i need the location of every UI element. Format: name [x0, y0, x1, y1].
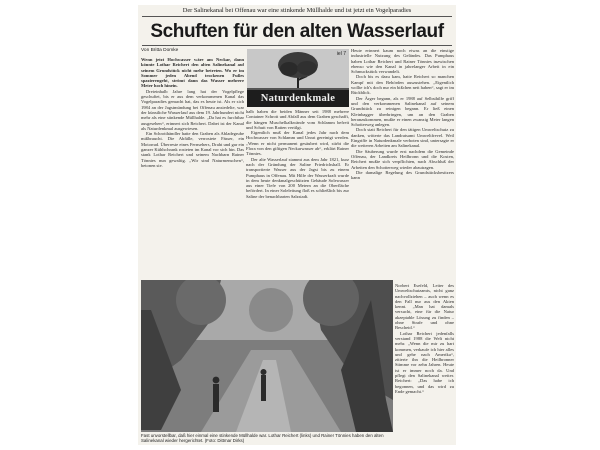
naturdenkmale-logo — [247, 49, 349, 107]
paragraph: Die Säuberung wurde erst nachdem die Gemeinde Offenau, der Landkreis Heilbronn und die Kosten, Reichert mußte sich verpflichten, nach Abschluß der Arbeiten den Schotterweg wieder abzutragen. — [351, 148, 454, 170]
logo-tag: iel 7 — [336, 51, 346, 57]
column-3-continued — [395, 283, 454, 443]
photo-salinekanal — [141, 280, 393, 432]
column-1 — [141, 57, 244, 277]
column-3 — [351, 48, 454, 278]
kicker: Der Salinekanal bei Offenau war eine stinkende Müllhalde und ist jetzt ein Vogelparadies — [182, 7, 412, 14]
paragraph: Norbert Esefeld, Leiter des Umweltschutzamts, nicht ganz nachvollziehen – auch wenn es den Fall nur aus den Akten kennt. „Man hat damals versucht, eine für die Natur akzeptable Lösung zu finden – ohne Strafe und ohne Bescheid.“ — [395, 283, 454, 331]
divider-top — [142, 16, 452, 17]
photo-image — [141, 280, 393, 432]
paragraph: Eigentlich muß der Kanal jedes Jahr nach dem Hochwasser von Schlamm und Unrat gereinigt werden. „Wenn er nicht permanent gesäubert wird, stirbt die Flora von den giftigen Neckarwasser ab“, erklärt Rainer Tönnies. — [246, 130, 349, 157]
paragraph: Der Ärger begann, als er 1988 auf Selbsthilfe griff und den verkommenen Salinekanal auf seinem Grundstück zu reinigen begann. Er ließ einen Kleinbagger überbringen, um an den Graben heranzukommen, mußte er einen zwanzig Meter langen Schotterweg anlegen. — [351, 95, 454, 128]
paragraph: Wenn jetzt Hochwasser wäre am Neckar, dann könnte Lothar Reichert den alten Salinekanal auf seinem Grundstück nicht mehr betreten. Wo er im Sommer jeden Abend trockenen Fußes spazierengeht, strömt dann das Wasser mehrere Meter hoch hinein. — [141, 57, 244, 89]
byline: Von Britta Domke — [141, 48, 179, 53]
column-2 — [246, 109, 349, 277]
paragraph: Der alte Wasserlauf stammt aus dem Jahr 1821, kurz nach der Gründung der Saline Friedrichshall. Er transportierte Wasser aus der Jagst bis zu einem Pumphaus in Offenau. Mit Hilfe der Wasserkraft wurde in dem heute denkmalgeschützten Gebäude Solewasser aus einer Tiefe von 200 Metern an die Oberfläche befördert. In einer Soleleitung floß es schließlich bis zur Saline der benachbarten Salzstadt. — [246, 156, 349, 199]
headline: Schuften für den alten Wasserlauf — [150, 21, 444, 42]
logo-text: Naturdenkmale — [247, 90, 349, 107]
paragraph: Doch bis es dazu kam, hatte Reichert so manchen Kampf mit den Behörden auszustehen. „Eigentlich wollte ich's doch nur ein bißchen nett haben“, sagt er im Rückblick. — [351, 74, 454, 96]
paragraph: Dreieinhalb Jahre lang hat der Vogelpflege geschuftet, bis er aus dem verkommenen Kanal das Vogelparadies gemacht hat, das es heute ist. Als er sich 1984 an der Jagstmündung bei Offenau ansiedelte, war der künstliche Wasserlauf aus dem 19. Jahrhundert nicht mehr als eine stinkende Müllhalde. „Da hat es furchtbar ausgesehen“, erinnert sich Reichert. Dabei ist der Kanal als Naturdenkmal ausgewiesen. — [141, 88, 244, 131]
divider-headline — [142, 45, 452, 46]
paragraph: Doch statt Reichert für den tätigen Umweltschutz zu danken, witterte das Landratsamt Umweltfrevel. Weil Eingriffe in Naturdenkmale verboten sind, untersagte er die weiteren Arbeiten am Salinekanal. — [351, 127, 454, 149]
paragraph: Die damalige Regelung des Grundstücksbesitzers kann — [351, 169, 454, 181]
tree-icon — [247, 49, 349, 91]
paragraph: Heute erinnert kaum noch etwas an die einstige industrielle Nutzung des Geländes. Das Pumphaus haben Lothar Reichert und Rainer Tönnies inzwischen ebenso wie den Kanal in jahrelanger Arbeit in ein Schmuckstück verwandelt. — [351, 48, 454, 75]
photo-caption: Fast unvorstellbar, daß hier einmal eine stinkende Müllhalde war. Lothar Reichert (links) und Rainer Tönnies haben den alten Salinekanal wieder hergerichtet. (Foto: Dittmar Dirks) — [141, 433, 384, 443]
paragraph: Lothar Reichert jedenfalls verstand 1988 die Welt nicht mehr. „Wenn die mir zu hart kommen, verkaufe ich hier alles und gehe nach Amerika“, zitierte ihn die Heilbronner Stimme vor zehn Jahren. Heute ist er immer noch da. Und pflegt den Salinekanal weiter. Reichert: „Das habe ich begonnen, und das wird zu Ende gemacht.“ — [395, 330, 454, 394]
paragraph: halb haben die beiden Männer seit 1988 mehrere Container Schrott und Abfall aus dem Graben geschafft, die hängen Muschelkalkwände vom Schlamm befreit und Schutt von Ratten vertilgt. — [246, 109, 349, 130]
paragraph: Ein Schrotthändler hatte den Graben als Abladegrube mißbraucht. Die Abfälle, verrostete Fässer, ein Motorrad. Überreste eines Fernsehers, Draht und gar ein ganzer Kühlschrank rosteten im Kanal vor sich hin. Das stank Lothar Reichert und seinem Nachbarn Rainer Tönnies nun gewaltig. „Wir sind Naturmenschen“, betonen sie. — [141, 131, 244, 168]
newspaper-clipping — [138, 5, 456, 445]
